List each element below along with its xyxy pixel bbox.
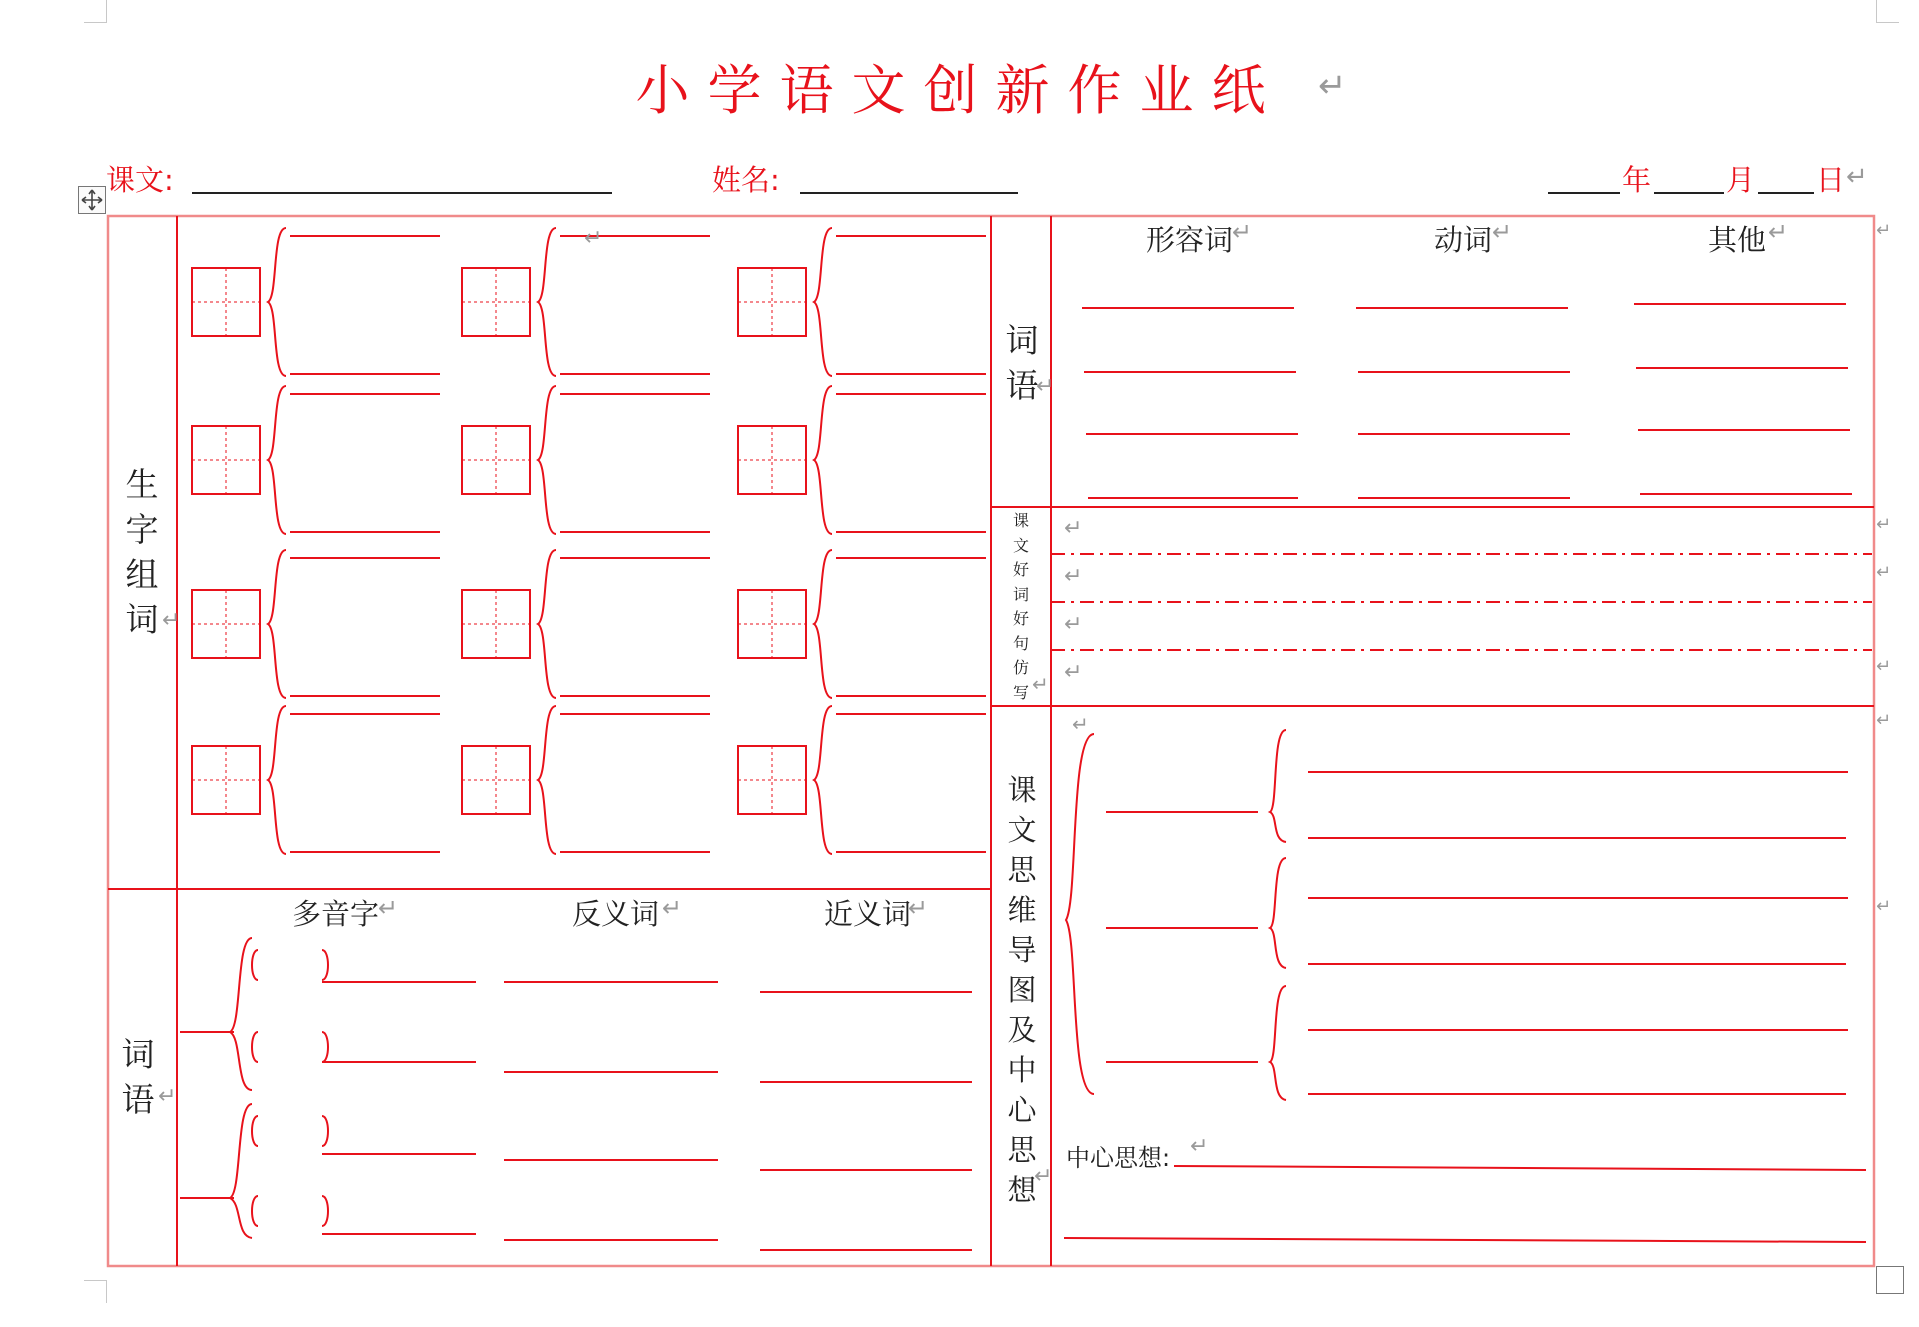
tian-grid-cell <box>462 426 530 494</box>
day-label: 日 <box>1816 163 1846 197</box>
paragraph-mark: ↵ <box>1190 1134 1209 1159</box>
paragraph-mark: ↵ <box>1318 66 1347 106</box>
paragraph-mark: ↵ <box>1064 612 1083 637</box>
tian-grid-cell <box>192 746 260 814</box>
tian-grid-cell <box>462 590 530 658</box>
paragraph-mark: ↵ <box>1876 656 1892 677</box>
section-label-imitation: 课文好词好句仿写 <box>1012 511 1029 702</box>
vocab-brace <box>538 386 556 534</box>
central-idea-label: 中心思想: <box>1066 1144 1171 1172</box>
tian-grid-box <box>192 268 260 336</box>
col-polyphone: 多音字 <box>292 897 380 931</box>
imitation-lines <box>1051 554 1872 650</box>
section-label-mindmap: 课文思维导图及中心思想 <box>1007 773 1037 1207</box>
col-synonym: 近义词 <box>824 897 912 931</box>
vocab-brace <box>814 228 832 376</box>
paragraph-mark: ↵ <box>1064 564 1083 589</box>
col-other: 其他 <box>1708 223 1767 257</box>
vocab-brace <box>538 706 556 854</box>
paragraph-mark: ↵ <box>662 894 683 922</box>
tian-grid-box <box>462 426 530 494</box>
tian-grid-cell <box>738 590 806 658</box>
year-label: 年 <box>1622 163 1652 197</box>
tian-grid-box <box>462 268 530 336</box>
paragraph-mark: ↵ <box>1064 516 1083 541</box>
tian-grid-cell <box>738 746 806 814</box>
vocab-brace <box>814 550 832 698</box>
paragraph-mark: ↵ <box>1064 660 1083 685</box>
lesson-label: 课文: <box>106 163 174 197</box>
section-label-words: 词语 <box>121 1035 155 1119</box>
paragraph-mark: ↵ <box>1032 672 1049 696</box>
vocab-brace <box>268 550 286 698</box>
vocab-brace <box>814 386 832 534</box>
vocab-grid <box>192 228 986 854</box>
tian-grid-box <box>462 590 530 658</box>
polyphone-area <box>180 938 476 1238</box>
paragraph-mark: ↵ <box>1492 218 1513 246</box>
paragraph-mark: ↵ <box>1876 220 1892 241</box>
tian-grid-box <box>192 746 260 814</box>
tian-grid-box <box>462 746 530 814</box>
paragraph-mark: ↵ <box>1876 514 1892 535</box>
vocab-brace <box>268 706 286 854</box>
word-type-lines <box>1082 304 1852 498</box>
tian-grid-cell <box>738 268 806 336</box>
vocab-brace <box>268 228 286 376</box>
vocab-brace <box>814 706 832 854</box>
vocab-brace <box>538 228 556 376</box>
vocab-brace <box>268 386 286 534</box>
paragraph-mark: ↵ <box>584 226 603 251</box>
antonym-synonym-lines <box>504 982 972 1250</box>
paragraph-mark: ↵ <box>1768 218 1789 246</box>
paragraph-mark: ↵ <box>1232 218 1253 246</box>
paragraph-mark: ↵ <box>1036 374 1055 399</box>
section-label-vocab: 生字组词 <box>125 465 159 639</box>
col-antonym: 反义词 <box>572 897 660 931</box>
tian-grid-cell <box>192 426 260 494</box>
vocab-brace <box>538 550 556 698</box>
tian-grid-box <box>738 746 806 814</box>
tian-grid-cell <box>738 426 806 494</box>
paragraph-mark: ↵ <box>162 608 181 633</box>
tian-grid-box <box>192 590 260 658</box>
tian-grid-box <box>738 426 806 494</box>
col-verb: 动词 <box>1434 223 1493 257</box>
tian-grid-box <box>738 590 806 658</box>
tian-grid-box <box>738 268 806 336</box>
page-title: 小学语文创新作业纸 <box>635 59 1284 122</box>
tian-grid-cell <box>462 268 530 336</box>
paragraph-mark: ↵ <box>1846 162 1868 192</box>
paragraph-mark: ↵ <box>908 894 929 922</box>
section-label-words-right: 词语 <box>1005 321 1039 405</box>
paragraph-mark: ↵ <box>1876 710 1892 731</box>
paragraph-mark: ↵ <box>1876 562 1892 583</box>
month-label: 月 <box>1726 163 1756 197</box>
paragraph-mark: ↵ <box>1072 712 1089 736</box>
name-label: 姓名: <box>712 163 780 197</box>
paragraph-mark: ↵ <box>1876 896 1892 917</box>
paragraph-mark: ↵ <box>158 1084 177 1109</box>
tian-grid-cell <box>192 590 260 658</box>
tian-grid-cell <box>462 746 530 814</box>
mind-map <box>1064 730 1866 1242</box>
paragraph-mark: ↵ <box>378 894 399 922</box>
paragraph-mark: ↵ <box>1034 1164 1053 1189</box>
tian-grid-cell <box>192 268 260 336</box>
col-adjective: 形容词 <box>1146 223 1234 257</box>
tian-grid-box <box>192 426 260 494</box>
